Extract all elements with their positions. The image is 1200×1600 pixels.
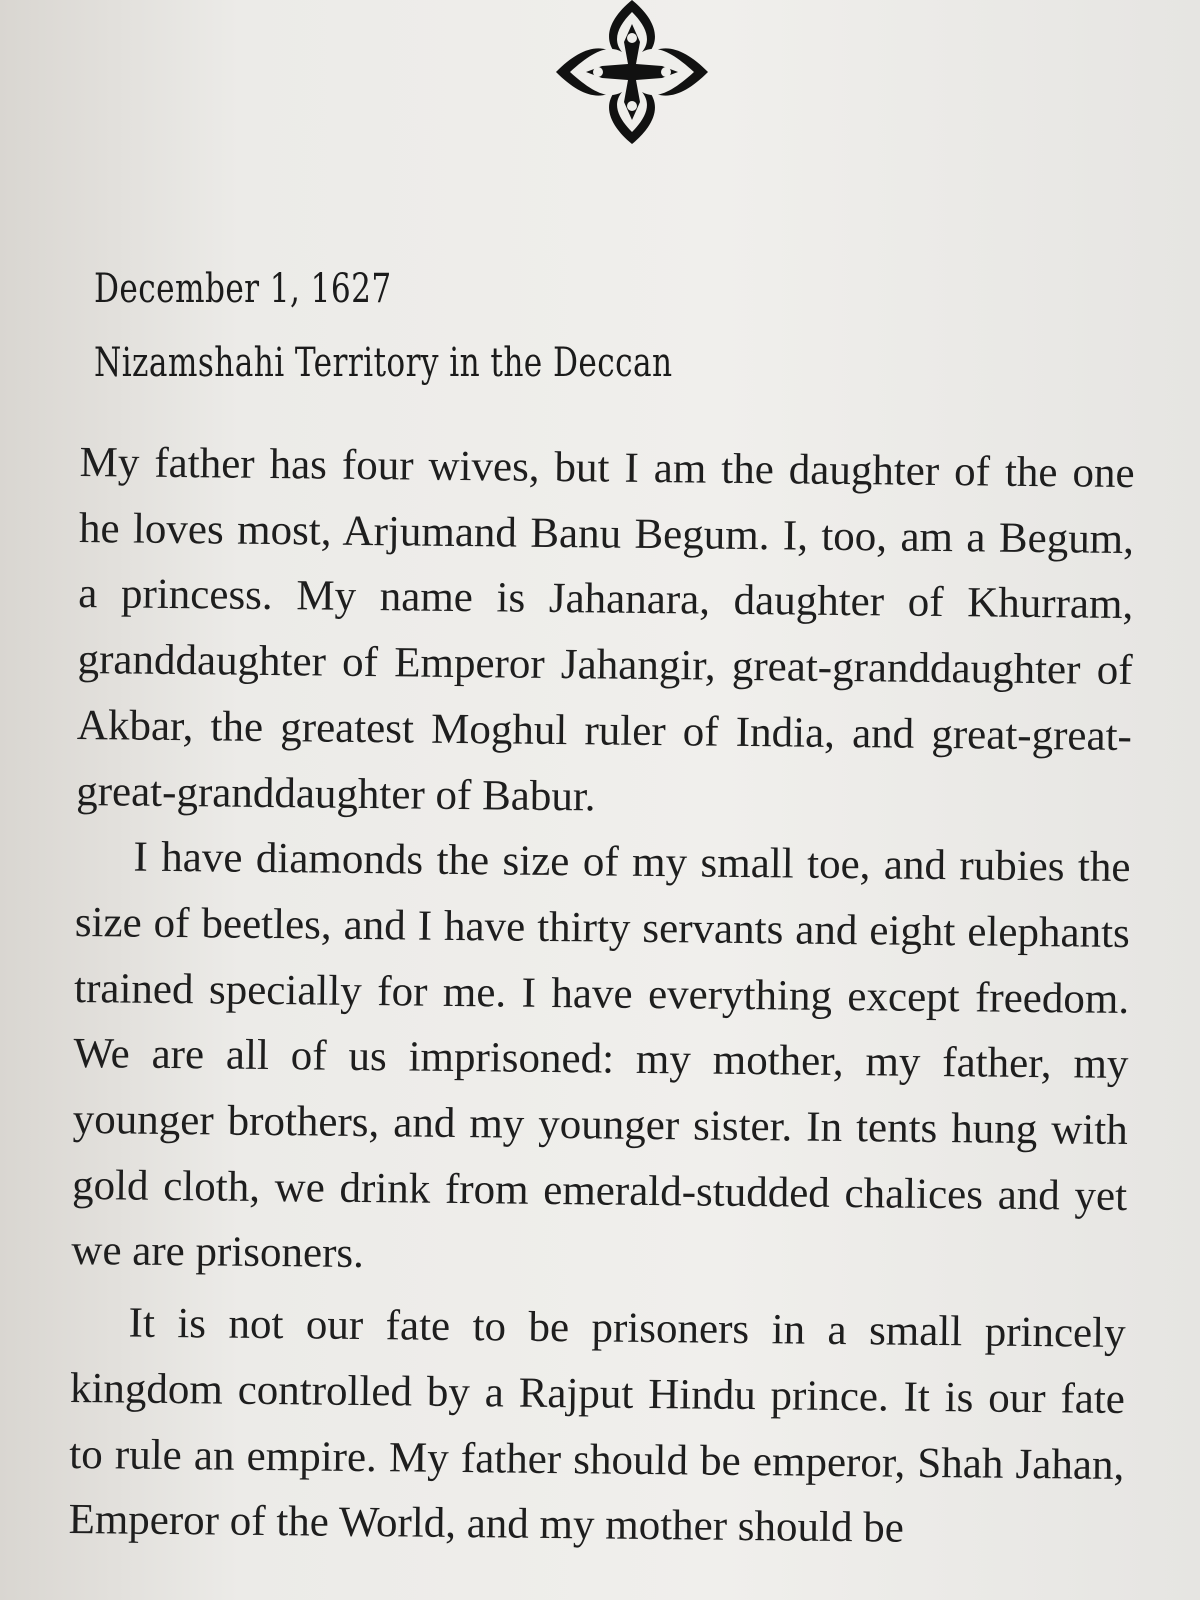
- entry-date: December 1, 1627: [94, 266, 392, 312]
- body-text: [68, 430, 1135, 1564]
- entry-location: Nizamshahi Territory in the Deccan: [94, 340, 673, 386]
- quatrefoil-ornament-icon: [550, 0, 714, 152]
- paragraph: I have diamonds the size of my small toe, and rubies the size of beetles, and I have thirty servants and eight elephants trained specially for me. I have everything except freedom. We are all of us imprisoned: my mother, my father, my younger brothers, and my younger sister. In tents hung with gold cloth, we drink from emerald-studded chalices and yet we are prisoners.: [71, 833, 1131, 1278]
- paragraph: It is not our fate to be prisoners in a small princely kingdom controlled by a Rajput Hindu prince. It is our fate to rule an empire. My father should be emperor, Shah Jahan, Emperor of the World, and my mother should be: [68, 1299, 1126, 1552]
- paragraph: My father has four wives, but I am the daughter of the one he loves most, Arjumand Banu Begum. I, too, am a Begum, a princess. My name is Jahanara, daughter of Khurram, granddaughter of Emperor Jahangir, great-granddaughter of Akbar, the greatest Moghul ruler of India, and great-great-great-granddaughter of Babur.: [75, 438, 1135, 820]
